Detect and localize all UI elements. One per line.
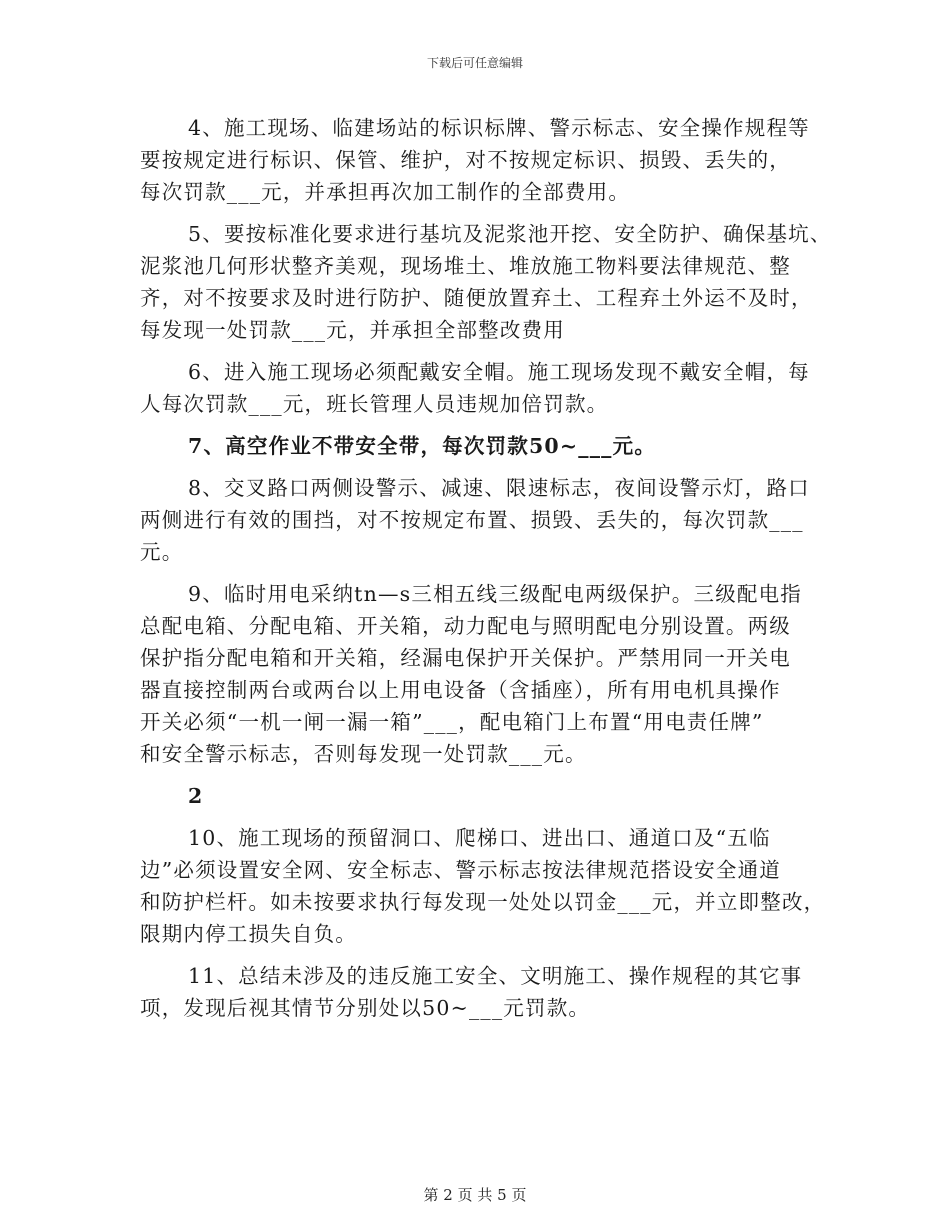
text-line: 要按规定进行标识、保管、维护，对不按规定标识、损毁、丢失的， [140,148,791,172]
paragraph-item-9 [140,578,830,770]
text-line: 8、交叉路口两侧设警示、减速、限速标志，夜间设警示灯，路口 [188,476,810,500]
text-line: 6、进入施工现场必须配戴安全帽。施工现场发现不戴安全帽，每 [188,360,810,384]
text-line: 4、施工现场、临建场站的标识标牌、警示标志、安全操作规程等 [188,116,810,140]
text-line: 每发现一处罚款___元，并承担全部整改费用 [140,318,565,342]
text-line: 开关必须“一机一闸一漏一箱”___，配电箱门上布置“用电责任牌” [140,710,764,734]
text-line: 11、总结未涉及的违反施工安全、文明施工、操作规程的其它事 [188,964,803,988]
paragraph-item-8 [140,472,830,568]
text-line: 和防护栏杆。如未按要求执行每发现一处处以罚金___元，并立即整改， [140,890,826,914]
text-line: 项，发现后视其情节分别处以50~___元罚款。 [140,996,591,1020]
text-line: 两侧进行有效的围挡，对不按规定布置、损毁、丢失的，每次罚款___ [140,508,804,532]
text-line: 2 [188,784,204,808]
text-line: 和安全警示标志，否则每发现一处罚款___元。 [140,742,587,766]
text-line: 人每次罚款___元，班长管理人员违规加倍罚款。 [140,392,609,416]
text-line: 9、临时用电采纳tn—s三相五线三级配电两级保护。三级配电指 [188,582,803,606]
text-line: 每次罚款___元，并承担再次加工制作的全部费用。 [140,180,631,204]
page-header: 下载后可任意编辑 [426,56,523,70]
text-line: 齐，对不按要求及时进行防护、随便放置弃土、工程弃土外运不及时， [140,286,813,310]
text-line-bold: 7、高空作业不带安全带，每次罚款50~___元。 [188,434,657,458]
paragraph-inline-number [140,780,830,812]
document-body [140,112,830,1024]
paragraph-item-10 [140,822,830,950]
text-line: 10、施工现场的预留洞口、爬梯口、进出口、通道口及“五临 [188,826,771,850]
text-line: 泥浆池几何形状整齐美观，现场堆土、堆放施工物料要法律规范、整 [140,254,791,278]
page-footer: 第 2 页 共 5 页 [423,1186,527,1204]
paragraph-item-11 [140,960,830,1024]
paragraph-item-4 [140,112,830,208]
text-line: 5、要按标准化要求进行基坑及泥浆池开挖、安全防护、确保基坑、 [188,222,832,246]
paragraph-item-6 [140,356,830,420]
text-line: 限期内停工损失自负。 [140,922,357,946]
text-line: 元。 [140,540,184,564]
text-line: 边”必须设置安全网、安全标志、警示标志按法律规范搭设安全通道 [140,858,781,882]
text-line: 总配电箱、分配电箱、开关箱，动力配电与照明配电分别设置。两级 [140,614,791,638]
text-line: 器直接控制两台或两台以上用电设备（含插座），所有用电机具操作 [140,678,781,702]
text-line: 保护指分配电箱和开关箱，经漏电保护开关保护。严禁用同一开关电 [140,646,791,670]
paragraph-item-5 [140,218,830,346]
paragraph-item-7 [140,430,830,462]
